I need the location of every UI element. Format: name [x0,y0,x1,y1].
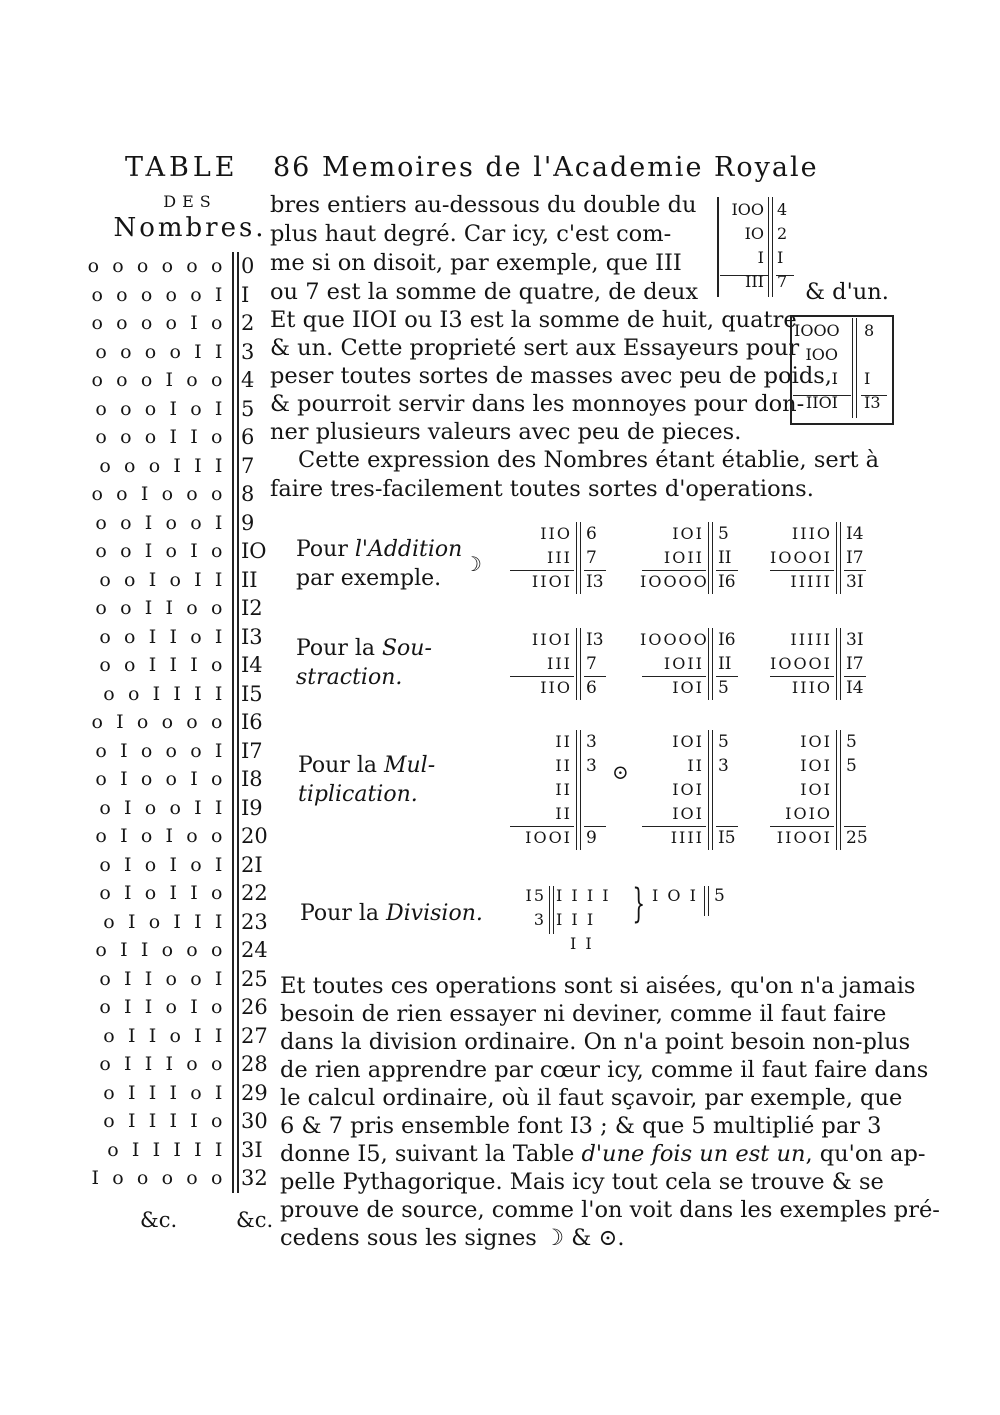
box-decimal: I [864,369,871,388]
box-decimal: 7 [777,272,788,291]
calc-decimal: 3I [846,572,864,592]
binary-value: o I o I I I [103,910,226,933]
column-rule [232,281,239,310]
table-row [99,993,268,1022]
decimal-value: 30 [241,1109,268,1133]
column-rule [232,651,239,680]
sum-line [642,826,706,827]
calc-decimal: II [718,548,732,568]
column-rule [232,252,239,281]
box-decimal: I [777,248,784,267]
decimal-value: I5 [241,681,263,706]
decimal-value: 8 [241,482,255,506]
sum-line-dec [716,570,738,571]
calc-decimal: 6 [586,524,597,544]
text-line: donne I5, suivant la Table d'une fois un est un, qu'on ap- [280,1141,926,1167]
binary-value: o o o I I I [99,454,226,477]
calc-decimal: I7 [846,548,864,568]
binary-value: o o I I I o [99,654,226,676]
decimal-value: II [241,567,258,592]
sum-line [510,570,574,571]
calc-binary: IOI [800,756,832,775]
decimal-value: 23 [241,909,268,934]
binary-value: I o o o o o [91,1167,226,1189]
table-row [99,452,268,481]
table-row [99,651,268,680]
calc-decimal: I6 [718,572,736,592]
table-row [99,1050,268,1079]
calc-divider [708,730,713,850]
column-rule [232,1079,239,1108]
text-line: Cette expression des Nombres étant établie, sert à [298,447,880,473]
side-title-des: DES [163,192,217,211]
side-title-nombres: Nombres. [113,213,267,243]
binary-value: o o I I I I [103,682,226,705]
table-row [91,309,268,338]
table-row [108,1136,268,1165]
calc-decimal: 5 [846,732,857,752]
calc-decimal: I4 [846,524,864,544]
decimal-value: I6 [241,710,263,734]
binary-value: o o o o o o [87,255,226,277]
decimal-value: 7 [241,453,255,478]
binary-value: o I o o o I [95,739,226,762]
multiplication-label-2: tiplication. [298,782,418,807]
column-rule [232,936,239,965]
text-line: besoin de rien essayer ni deviner, comme il faut faire [280,1001,887,1027]
table-row [95,338,268,367]
side-title [110,192,270,243]
box-binary: IIOI [805,393,838,412]
calc-binary: IOOOO [640,630,709,649]
box-binary: IO [744,224,764,243]
text-line: & un. Cette proprieté sert aux Essayeurs pour [270,335,800,361]
column-rule [232,480,239,509]
calc-decimal: I6 [718,630,736,650]
decimal-value: 28 [241,1052,268,1076]
calc-decimal: I5 [718,828,736,848]
column-rule [232,993,239,1022]
binary-value: o I I o o I [99,967,226,990]
table-row [91,708,268,737]
calc-divider [836,628,841,700]
sum-line-dec [584,570,606,571]
calc-binary: IOI [672,678,704,697]
calc-decimal: I4 [846,678,864,698]
calc-binary: IOI [672,780,704,799]
text-line: cedens sous les signes ☽ & ⊙. [280,1225,625,1251]
calc-decimal: 3 [718,756,729,776]
decimal-value: I8 [241,767,263,791]
table-row [103,908,268,937]
calc-binary: IOI [672,804,704,823]
decimal-value: I9 [241,795,263,820]
table-row [99,623,268,652]
table-row [95,395,268,424]
table-row [91,366,268,395]
table-row [95,594,268,623]
calc-decimal: 7 [586,548,597,568]
binary-value: o o I o o o [91,483,226,505]
binary-value: o o o I o o [91,369,226,391]
calc-decimal: I7 [846,654,864,674]
calc-binary: IIIO [791,678,832,697]
sun-symbol: ⊙ [612,760,629,784]
calc-binary: IIIO [791,524,832,543]
calc-decimal: 5 [718,732,729,752]
column-rule [232,566,239,595]
text-line: ou 7 est la somme de quatre, de deux [270,279,699,305]
sum-line [770,570,834,571]
calc-decimal: 6 [586,678,597,698]
table-row [95,936,268,965]
box-binary: I [831,369,838,388]
decimal-value: 2I [241,852,263,877]
binary-value: o I I o I o [99,996,226,1018]
sum-line-dec [716,826,738,827]
text-line-tail: & d'un. [805,279,889,305]
decimal-value: 2 [241,311,255,335]
table-row [99,794,268,823]
column-rule [232,965,239,994]
sum-line [510,676,574,677]
binary-value: o o I o I o [95,540,226,562]
multiplication-label: Pour la Mul- [298,753,436,778]
box-binary: III [745,272,764,291]
decimal-value: IO [241,539,267,563]
table-row [103,1107,268,1136]
table-row [95,423,268,452]
column-rule [232,879,239,908]
binary-value: o I I o I I [103,1024,226,1047]
moon-symbol: ☽ [464,552,482,576]
sum-line-dec [844,570,866,571]
calc-decimal: 3I [846,630,864,650]
text-line: pelle Pythagorique. Mais icy tout cela se trouve & se [280,1169,884,1195]
calc-binary: IOOOO [640,572,709,591]
sum-line-dec [584,676,606,677]
decimal-value: 6 [241,425,255,449]
table-row [91,480,268,509]
sum-line [770,826,834,827]
binary-value: o o o o I o [91,312,226,334]
calc-binary: IOII [663,548,704,567]
column-rule [232,537,239,566]
box-binary: IOO [731,200,764,219]
table-row [95,537,268,566]
table-row [91,281,268,310]
binary-value: o o I o o I [95,511,226,534]
column-rule [232,594,239,623]
division-brace: } [632,881,646,927]
division-dividend: I5 3 [525,886,546,929]
column-rule [232,366,239,395]
binary-value: o I o I o I [99,853,226,876]
decimal-value: 4 [241,368,255,392]
text-line: dans la division ordinaire. On n'a point besoin non-plus [280,1029,911,1055]
text-line: & pourroit servir dans les monnoyes pour don- [270,391,805,417]
calc-divider [576,522,581,594]
binary-value: o I o o o o [91,711,226,733]
division-quotient: I O I [652,886,698,905]
table-row [91,1164,268,1193]
running-head-title: 86 Memoires de l'Academie Royale [273,152,819,183]
column-rule [232,1136,239,1165]
box-binary: I [757,248,764,267]
table-row [99,851,268,880]
binary-value: o I I I I I [107,1138,226,1161]
table-row [99,965,268,994]
text-line: prouve de source, comme l'on voit dans les exemples pré- [280,1197,940,1223]
column-rule [232,765,239,794]
column-rule [232,623,239,652]
calc-binary: IIOI [531,630,572,649]
binary-value: o o I o I I [99,568,226,591]
binary-value: o o o I o I [95,397,226,420]
binary-value: o o o o I I [95,340,226,363]
text-line: bres entiers au-dessous du double du [270,192,697,218]
decimal-value: I [241,282,250,307]
table-row [103,1022,268,1051]
column-rule [232,309,239,338]
calc-binary: II [555,804,572,823]
calc-binary: II [687,756,704,775]
page-header [125,152,865,192]
sum-line-dec [844,826,866,827]
calc-binary: III [547,548,572,567]
decimal-value: 9 [241,510,255,535]
text-line: faire tres-facilement toutes sortes d'operations. [270,476,814,502]
column-rule [232,1164,239,1193]
column-rule [232,1022,239,1051]
division-quotient-dec: 5 [714,886,725,906]
column-rule [232,509,239,538]
decimal-value: 26 [241,995,268,1019]
calc-divider [576,628,581,700]
subtraction-label-2: straction. [296,665,403,690]
calc-binary: II [555,780,572,799]
decimal-value: 0 [241,254,255,278]
calc-decimal: 5 [718,524,729,544]
decimal-value: 3I [241,1137,263,1162]
calc-binary: IOII [663,654,704,673]
calc-decimal: 9 [586,828,597,848]
table-etc-left: &c. [140,1208,178,1232]
text-line: Et toutes ces operations sont si aisées, qu'on n'a jamais [280,973,916,999]
sum-line [642,676,706,677]
decimal-value: 25 [241,966,268,991]
column-rule [232,822,239,851]
decimal-value: 29 [241,1080,268,1105]
calc-decimal: I3 [586,630,604,650]
text-line: ner plusieurs valeurs avec peu de pieces. [270,419,742,445]
decimal-value: 32 [241,1166,268,1190]
sum-line-dec [716,676,738,677]
column-rule [232,338,239,367]
column-rule [232,1107,239,1136]
table-row [95,509,268,538]
column-rule [232,851,239,880]
calc-binary: IIIII [790,572,832,591]
binary-value: o I o o I I [99,796,226,819]
table-row [103,680,268,709]
binary-number-table [87,252,268,1193]
text-line: 6 & 7 pris ensemble font I3 ; & que 5 multiplié par 3 [280,1113,882,1139]
division-label: Pour la Division. [300,901,483,926]
calc-divider [708,628,713,700]
column-rule [232,1050,239,1079]
column-rule [232,395,239,424]
column-rule [232,423,239,452]
column-rule [232,452,239,481]
text-line: Et que IIOI ou I3 est la somme de huit, quatre [270,307,797,333]
running-head-table: TABLE [125,152,239,183]
calc-binary: II [555,732,572,751]
table-row [103,1079,268,1108]
calc-binary: IIOI [531,572,572,591]
table-row [95,765,268,794]
binary-value: o I I I o I [103,1081,226,1104]
text-line: plus haut degré. Car icy, c'est com- [270,221,672,247]
sum-line [642,570,706,571]
decimal-value: 22 [241,881,268,905]
box-decimal: 2 [777,224,788,243]
table-row [87,252,268,281]
binary-value: o I o I I o [99,882,226,904]
binary-value: o o o I I o [95,426,226,448]
addition-label: Pour l'Addition [296,537,463,562]
calc-binary: III [547,654,572,673]
text-line: le calcul ordinaire, où il faut sçavoir, par exemple, que [280,1085,903,1111]
table-row [95,737,268,766]
column-rule [232,737,239,766]
addition-label-2: par exemple. [296,566,442,591]
calc-binary: II [555,756,572,775]
column-rule [232,708,239,737]
column-rule [232,908,239,937]
calc-binary: IIII [670,828,704,847]
decimal-value: I3 [241,624,263,649]
calc-decimal: II [718,654,732,674]
calc-binary: IOI [800,732,832,751]
text-line: de rien apprendre par cœur icy, comme il faut faire dans [280,1057,929,1083]
calc-binary: IIIII [790,630,832,649]
text-line: me si on disoit, par exemple, que III [270,250,682,276]
calc-divider [708,522,713,594]
table-row [99,879,268,908]
calc-divider [576,730,581,850]
calc-divider [836,730,841,850]
decimal-value: I7 [241,738,263,763]
decimal-value: 27 [241,1023,268,1048]
decimal-value: I4 [241,653,263,677]
calc-divider [836,522,841,594]
decimal-value: 5 [241,396,255,421]
binary-value: o I I I I o [103,1110,226,1132]
division-work: I I I I I I I I I [556,886,611,953]
calc-decimal: 25 [846,828,868,848]
calc-binary: IOOOI [770,654,832,673]
binary-value: o o o o o I [91,283,226,306]
box-decimal: 8 [864,321,875,340]
box-decimal: 4 [777,200,788,219]
calc-binary: IOI [800,780,832,799]
calc-decimal: 5 [846,756,857,776]
decimal-value: 3 [241,339,255,364]
table-row [99,566,268,595]
calc-binary: IIO [540,524,572,543]
binary-value: o I o o I o [95,768,226,790]
binary-value: o I o I o o [95,825,226,847]
box-binary: IOO [805,345,838,364]
text-line: peser toutes sortes de masses avec peu de poids, [270,363,832,389]
calc-decimal: I3 [586,572,604,592]
calc-decimal: 5 [718,678,729,698]
decimal-value: I2 [241,596,263,620]
column-rule [232,794,239,823]
sum-line [510,826,574,827]
calc-decimal: 7 [586,654,597,674]
subtraction-label: Pour la Sou- [296,636,432,661]
box-decimal: I3 [864,393,881,412]
calc-binary: IOOI [525,828,572,847]
calc-decimal: 3 [586,732,597,752]
sum-line-dec [584,826,606,827]
calc-binary: IOI [672,732,704,751]
table-row [95,822,268,851]
calc-decimal: 3 [586,756,597,776]
calc-binary: IIO [540,678,572,697]
box-binary: IOOO [794,321,840,340]
binary-value: o o I I o I [99,625,226,648]
calc-binary: IOOOI [770,548,832,567]
calc-binary: IOIO [785,804,832,823]
sum-line [770,676,834,677]
binary-value: o I I o o o [95,939,226,961]
binary-value: o I I I o o [99,1053,226,1075]
calc-binary: IIOOI [776,828,832,847]
column-rule [232,680,239,709]
table-etc-right: &c. [236,1208,274,1232]
sum-line-dec [844,676,866,677]
calc-binary: IOI [672,524,704,543]
decimal-value: 24 [241,938,268,962]
binary-value: o o I I o o [95,597,226,619]
decimal-value: 20 [241,824,268,848]
